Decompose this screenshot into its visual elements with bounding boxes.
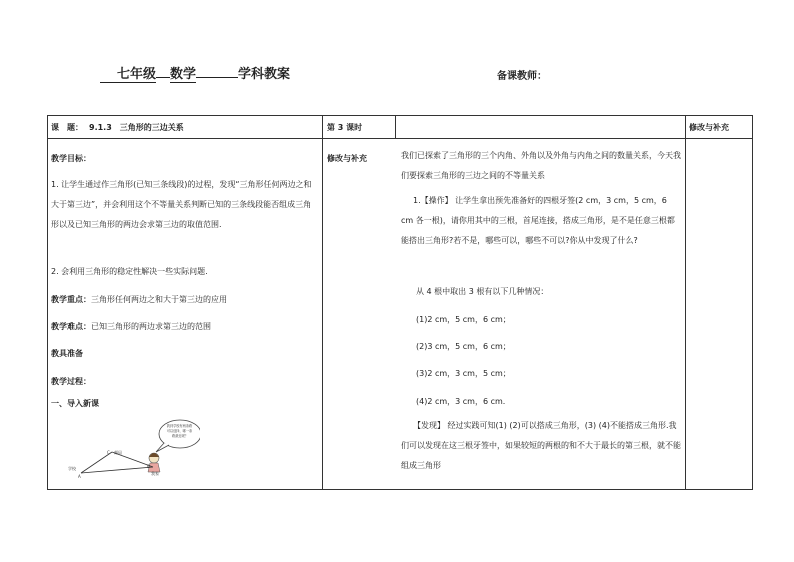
table-bottom-border	[47, 489, 752, 490]
discovery-paragraph: 【发现】 经过实践可知(1) (2)可以搭成三角形，(3) (4)不能搭成三角形.我们可以发现在这三根牙签中，如果较短的两根的和不大于最长的第三根，就不能组成三角形	[401, 421, 681, 470]
document-title	[100, 63, 290, 83]
objective-2: 2. 会利用三角形的稳定性解决一些实际问题.	[51, 267, 208, 276]
table-left-border	[47, 115, 48, 490]
supplement-column-label: 修改与补充	[327, 154, 367, 163]
plan-label: 学科教案	[238, 67, 291, 82]
teacher-label: 备课教师：	[497, 71, 547, 82]
case-2: (2)3 cm，5 cm，6 cm；	[416, 342, 511, 351]
route-figure	[60, 412, 200, 484]
case-1: (1)2 cm，5 cm，6 cm；	[416, 315, 511, 324]
topic-cell	[51, 122, 184, 134]
label-a: A	[78, 474, 81, 479]
objective-1: 1. 让学生通过作三角形(已知三条线段)的过程，发现“三角形任何两边之和大于第三边”，并会利用这个不等量关系判断已知的三条线段能否组成三角形以及已知三角形的两边会求第三边的取值范围.	[51, 180, 312, 229]
process-heading: 教学过程：	[51, 377, 91, 386]
case-4: (4)2 cm，3 cm，6 cm.	[416, 397, 506, 406]
objectives-title: 教学目标：	[51, 154, 91, 163]
girl-icon	[148, 453, 160, 472]
subject-blank: 数学	[170, 63, 196, 83]
intro-paragraph: 我们已探索了三角形的三个内角、外角以及外角与内角之间的数量关系，今天我们要探索三角形的三边之间的不等量关系	[401, 151, 681, 180]
path-school-to-home	[81, 467, 153, 473]
tools-heading: 教具准备	[51, 349, 83, 358]
table-row-divider	[47, 138, 752, 139]
topic-value: 9.1.3 三角形的三边关系	[89, 123, 184, 132]
speech-bubble-text: 我到学校有两条路 可以选择，哪一条 路最近呢？	[166, 424, 193, 438]
label-c: C	[107, 450, 110, 455]
difficulty-label: 教学难点：	[51, 322, 91, 331]
table-top-border	[47, 115, 752, 116]
label-b: B	[147, 464, 150, 469]
key-point	[51, 294, 227, 306]
grade-suffix: 年级	[130, 63, 156, 83]
period-cell: 第 3 课时	[327, 123, 363, 132]
difficulty-point	[51, 321, 211, 333]
table-right-border	[752, 115, 753, 490]
cases-intro: 从 4 根中取出 3 根有以下几种情况：	[416, 287, 549, 296]
key-value: 三角形任何两边之和大于第三边的应用	[91, 295, 227, 304]
case-3: (3)2 cm，3 cm，5 cm；	[416, 369, 511, 378]
table-col-divider-3	[685, 115, 686, 490]
section-1-heading: 一、导入新课	[51, 399, 99, 408]
label-school: 学校	[68, 466, 76, 471]
supplement-header: 修改与补充	[689, 123, 729, 132]
path-school-to-post	[81, 452, 112, 473]
grade-blank: 七	[100, 63, 130, 83]
table-col-divider-2	[395, 115, 396, 139]
topic-label: 课 题：	[51, 123, 83, 132]
label-home: 我家	[151, 471, 159, 476]
table-col-divider-1	[322, 115, 323, 490]
operation-paragraph: 1.【操作】 让学生拿出预先准备好的四根牙签(2 cm，3 cm，5 cm，6 cm 各一根)，请你用其中的三根，首尾连接，搭成三角形，是不是任意三根都能搭出三角形?若不是，哪些可以，哪些不可以?你从中发现了什么?	[401, 196, 675, 245]
difficulty-value: 已知三角形的两边求第三边的范围	[91, 322, 211, 331]
speech-bubble-tail	[156, 443, 169, 452]
key-label: 教学重点：	[51, 295, 91, 304]
label-post: 邮局	[114, 450, 122, 455]
